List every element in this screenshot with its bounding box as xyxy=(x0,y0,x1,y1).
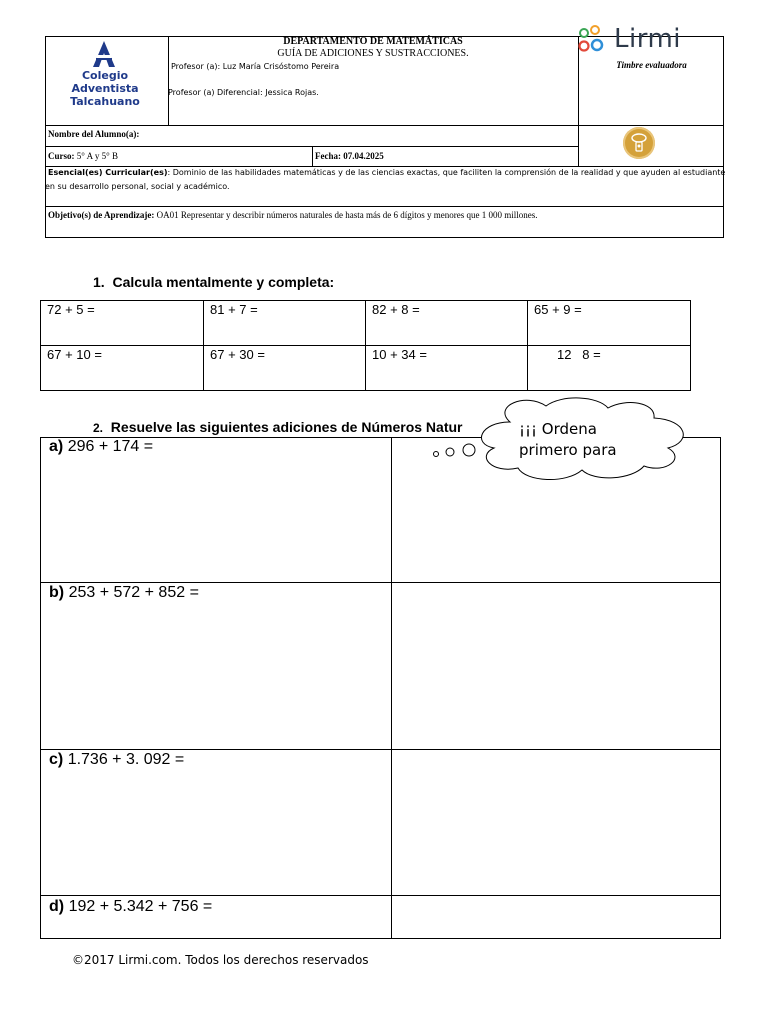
header-divider xyxy=(45,146,579,147)
table-divider xyxy=(391,437,392,939)
exercise-letter: a) xyxy=(49,438,64,455)
guide-title: GUÍA DE ADICIONES Y SUSTRACCIONES. xyxy=(277,48,469,59)
objective-line xyxy=(48,210,538,220)
mental-math-cell: 12 8 = xyxy=(557,347,601,362)
header-divider xyxy=(45,206,724,207)
section1-heading xyxy=(93,274,334,290)
school-name-line: Colegio xyxy=(81,69,129,82)
table-divider xyxy=(40,895,721,896)
exercise-d xyxy=(49,898,212,916)
exercise-expression: 1.736 + 3. 092 = xyxy=(67,751,185,768)
header-divider xyxy=(312,146,313,167)
section1-number: 1. xyxy=(93,274,105,290)
course-label: Curso: xyxy=(48,151,75,161)
mental-math-cell: 82 + 8 = xyxy=(372,302,420,317)
esencial-label: Esencial(es) Curricular(es) xyxy=(48,168,168,177)
date-label: Fecha: xyxy=(315,151,341,161)
department-title: DEPARTAMENTO DE MATEMÁTICAS xyxy=(283,36,463,47)
exercise-table xyxy=(40,437,721,939)
mental-math-cell: 81 + 7 = xyxy=(210,302,258,317)
esencial-line-1 xyxy=(48,168,725,177)
exercise-b xyxy=(49,584,199,602)
exercise-expression: 296 + 174 = xyxy=(67,438,154,455)
section2-number: 2. xyxy=(93,421,104,435)
mental-math-cell: 10 + 34 = xyxy=(372,347,427,362)
esencial-text: : Dominio de las habilidades matemáticas y de las ciencias exactas, que faciliten la comprensión de la realidad y que ayuden al estudiante xyxy=(167,168,726,177)
student-name-label: Nombre del Alumno(a): xyxy=(48,129,140,139)
bubble-line: primero para xyxy=(519,441,617,459)
school-name-line: Adventista xyxy=(71,82,139,95)
section2-heading xyxy=(93,419,462,435)
footer-copyright: ©2017 Lirmi.com. Todos los derechos reservados xyxy=(72,953,369,967)
objective-label: Objetivo(s) de Aprendizaje: xyxy=(48,210,155,220)
exercise-c xyxy=(49,751,184,769)
lirmi-logo-icon xyxy=(578,25,610,55)
mental-math-cell: 67 + 10 = xyxy=(47,347,102,362)
bubble-line: ¡¡¡ Ordena xyxy=(519,420,597,438)
header-divider xyxy=(45,125,724,126)
table-divider xyxy=(203,300,204,391)
exercise-letter: c) xyxy=(49,751,64,768)
table-divider xyxy=(40,749,721,750)
mental-math-cell: 72 + 5 = xyxy=(47,302,95,317)
bubble-text xyxy=(519,419,617,460)
mental-math-cell: 65 + 9 = xyxy=(534,302,582,317)
exercise-letter: b) xyxy=(49,584,65,601)
header-divider xyxy=(45,166,724,167)
table-divider xyxy=(40,582,721,583)
date-value: 07.04.2025 xyxy=(343,151,384,161)
school-logo-icon xyxy=(90,40,118,68)
teacher-label: Profesor (a): Luz María Crisóstomo Pereira xyxy=(171,62,340,71)
brand-name: Lirmi xyxy=(614,24,681,54)
header-divider xyxy=(578,36,579,167)
course-field xyxy=(48,151,118,161)
exercise-expression: 192 + 5.342 + 756 = xyxy=(68,898,213,915)
evaluation-badge-icon xyxy=(623,127,655,159)
exercise-expression: 253 + 572 + 852 = xyxy=(68,584,199,601)
school-name-line: Talcahuano xyxy=(70,95,140,108)
date-field xyxy=(315,151,384,161)
objective-text: OA01 Representar y describir números naturales de hasta más de 6 dígitos y menores que 1 000 millones. xyxy=(156,210,538,220)
esencial-line-2: en su desarrollo personal, social y académico. xyxy=(45,182,230,191)
exercise-a xyxy=(49,438,153,456)
table-divider xyxy=(527,300,528,391)
diff-teacher-label: Profesor (a) Diferencial: Jessica Rojas. xyxy=(168,88,319,97)
course-value: 5° A y 5° B xyxy=(76,151,118,161)
mental-math-cell: 67 + 30 = xyxy=(210,347,265,362)
section2-title: Resuelve las siguientes adiciones de Números Natur xyxy=(110,419,463,435)
exercise-letter: d) xyxy=(49,898,65,915)
school-name xyxy=(58,69,152,108)
section1-title: Calcula mentalmente y completa: xyxy=(112,274,335,290)
table-divider xyxy=(365,300,366,391)
stamp-label: Timbre evaluadora xyxy=(616,60,687,70)
